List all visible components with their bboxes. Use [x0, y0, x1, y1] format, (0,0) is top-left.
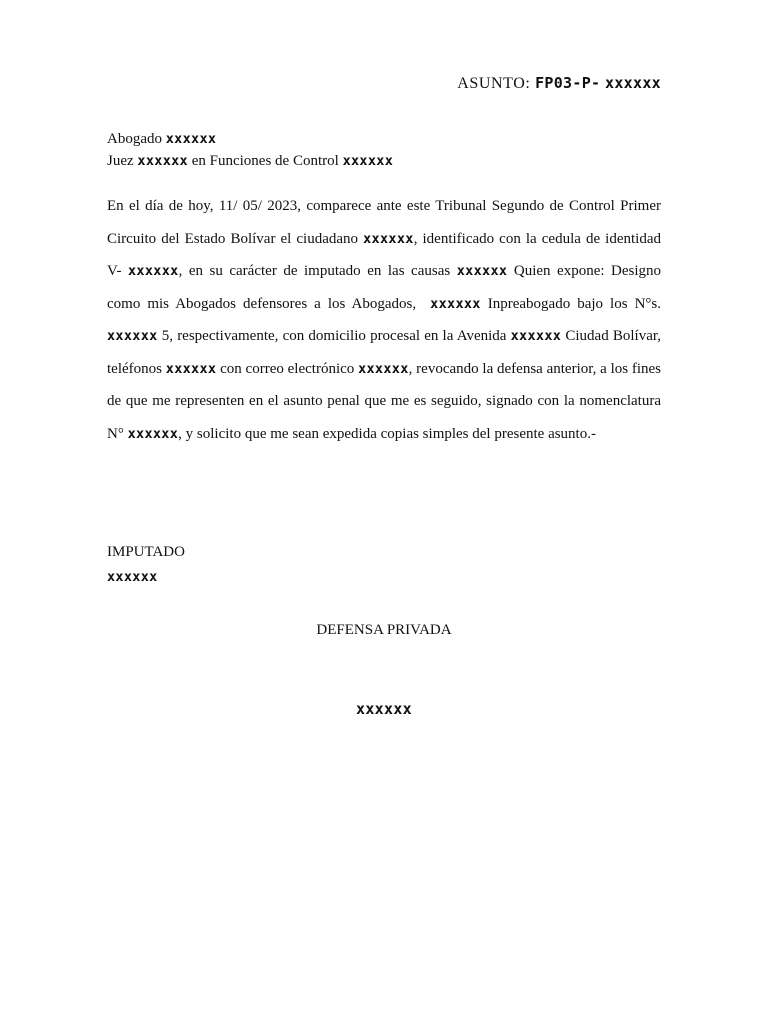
judge-name: xxxxxx: [137, 153, 188, 169]
redacted-inpre: xxxxxx: [107, 328, 158, 344]
redacted-phones: xxxxxx: [165, 360, 217, 377]
redacted-email: xxxxxx: [358, 360, 409, 377]
body-text-7: Ciudad Bolívar, teléfonos: [107, 328, 662, 377]
body-text-8: con correo electrónico: [220, 360, 355, 377]
addressee-line-2: [107, 150, 393, 172]
subject-label: ASUNTO:: [457, 75, 531, 92]
redacted-avenue: xxxxxx: [510, 328, 562, 344]
addressee-block: [107, 128, 393, 172]
body-text-3: , en su carácter de imputado en las causas: [178, 263, 451, 279]
defense-name: xxxxxx: [356, 700, 412, 718]
subject-line: [457, 74, 661, 93]
imputado-signature: [107, 540, 185, 590]
judge-function: en Funciones de Control: [191, 153, 339, 169]
body-text-4: Quien expone: Designo como mis Abogados defensores a los Abogados,: [107, 263, 662, 312]
body-text-1: En el día de hoy, 11/ 05/ 2023, comparece ante este Tribunal Segundo de Control Primer Circuito del Estado Bolívar el ciudadano: [107, 198, 661, 247]
imputado-title: IMPUTADO: [107, 544, 185, 560]
body-text-5: Inpreabogado bajo los N°s.: [487, 295, 661, 312]
addressee-name: xxxxxx: [165, 131, 217, 147]
judge-prefix: Juez: [107, 153, 134, 169]
redacted-nomenclature: xxxxxx: [127, 425, 179, 442]
addressee-prefix: Abogado: [107, 131, 162, 147]
redacted-causes: xxxxxx: [456, 263, 508, 279]
body-text-6: 5, respectivamente, con domicilio procesal en la Avenida: [161, 328, 507, 344]
subject-code-suffix: xxxxxx: [605, 74, 661, 92]
redacted-id: xxxxxx: [127, 263, 179, 279]
addressee-line-1: [107, 128, 393, 150]
judge-court: xxxxxx: [342, 153, 394, 169]
defense-title: DEFENSA PRIVADA: [316, 622, 452, 638]
body-paragraph: [107, 190, 661, 450]
imputado-name: xxxxxx: [107, 569, 158, 585]
body-text-10: , y solicito que me sean expedida copias simples del presente asunto.-: [178, 425, 596, 442]
redacted-citizen: xxxxxx: [363, 230, 414, 247]
body-text-2: , identificado con la cedula de identidad V-: [107, 230, 661, 279]
body-text-9: , revocando la defensa anterior, a los fines de que me representen en el asunto penal que me es seguido, signado con la nomenclatura N°: [107, 360, 662, 442]
redacted-lawyers: xxxxxx: [430, 295, 481, 312]
subject-code: FP03-P-: [535, 74, 601, 92]
